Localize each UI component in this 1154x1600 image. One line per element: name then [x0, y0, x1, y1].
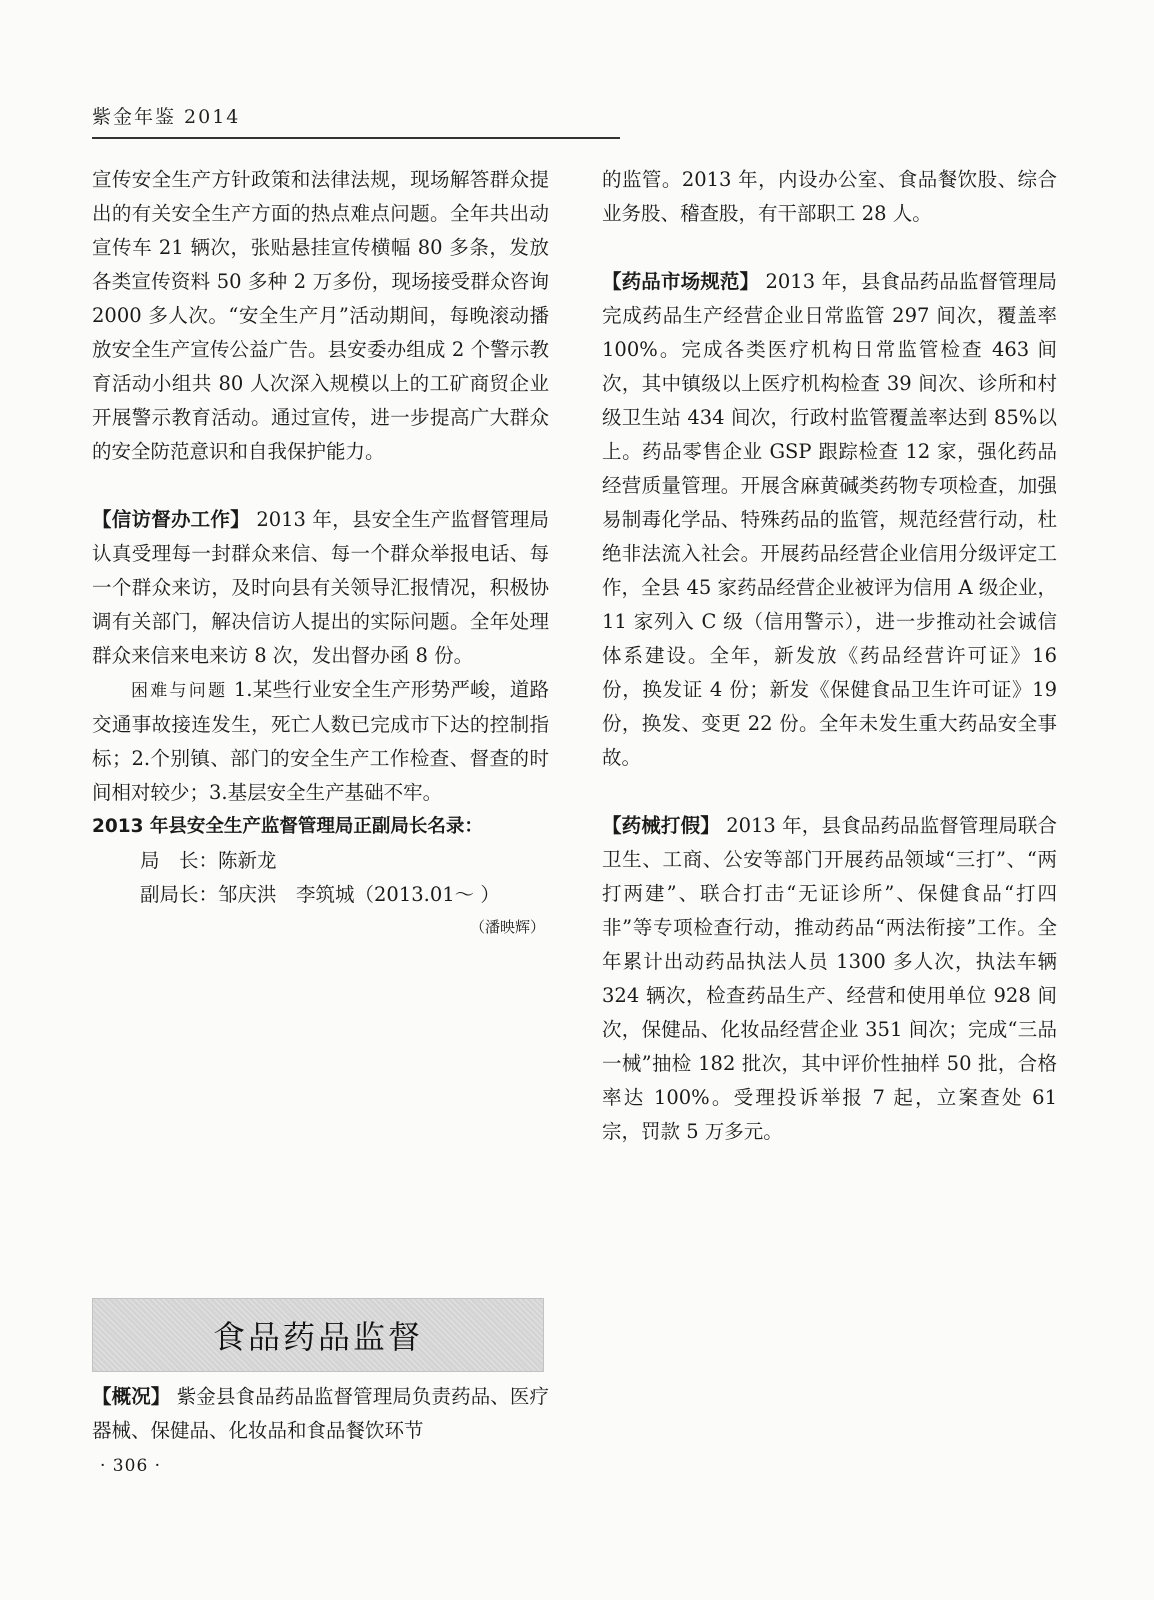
section-heading-xinfang: 【信访督办工作】	[92, 508, 250, 531]
section-heading-drug-market: 【药品市场规范】	[602, 270, 760, 293]
difficulty-label: 困难与问题	[131, 681, 228, 701]
section-banner-title: 食品药品监督	[212, 1318, 423, 1356]
difficulty-body: 1.某些行业安全生产形势严峻，道路交通事故接连发生，死亡人数已完成市下达的控制指标；2.个别镇、部门的安全生产工作检查、督查的时间相对较少；3.基层安全生产基础不牢。	[92, 678, 549, 804]
right-column	[602, 163, 1057, 1149]
page-number: · 306 ·	[100, 1456, 162, 1476]
paragraph-gap	[602, 231, 1057, 265]
right-paragraph-drug-market	[602, 265, 1057, 775]
right-paragraph-staff: 的监管。2013 年，内设办公室、食品餐饮股、综合业务股、稽查股，有干部职工 28 人。	[602, 168, 1057, 225]
left-paragraph-publicity: 宣传安全生产方针政策和法律法规，现场解答群众提出的有关安全生产方面的热点难点问题。全年共出动宣传车 21 辆次，张贴悬挂宣传横幅 80 多条，发放各类宣传资料 50 多种 2 万多份，现场接受群众咨询 2000 多人次。“安全生产月”活动期间，每晚滚动播放安全生产宣传公益广告。县安委办组成 2 个警示教育活动小组共 80 人次深入规模以上的工矿商贸企业开展警示教育活动。通过宣传，进一步提高广大群众的安全防范意识和自我保护能力。	[92, 168, 549, 463]
anti-counterfeit-body: 2013 年，县食品药品监督管理局联合卫生、工商、公安等部门开展药品领域“三打”、“两打两建”、联合打击“无证诊所”、保健食品“打四非”等专项检查行动，推动药品“两法衔接”工作。全年累计出动药品执法人员 1300 多人次，执法车辆 324 辆次，检查药品生产、经营和使用单位 928 间次，保健品、化妆品经营企业 351 间次；完成“三品一械”抽检 182 批次，其中评价性抽样 50 批，合格率达 100%。受理投诉举报 7 起，立案查处 61 宗，罚款 5 万多元。	[602, 814, 1057, 1143]
header-divider	[92, 137, 620, 139]
running-header-title: 紫金年鉴 2014	[92, 106, 241, 128]
overview-body: 紫金县食品药品监督管理局负责药品、医疗器械、保健品、化妆品和食品餐饮环节	[92, 1385, 549, 1442]
xinfang-body: 2013 年，县安全生产监督管理局认真受理每一封群众来信、每一个群众举报电话、每一个群众来访，及时向县有关领导汇报情况，积极协调有关部门，解决信访人提出的实际问题。全年处理群众来信来电来访 8 次，发出督办函 8 份。	[92, 508, 549, 667]
right-paragraph-anti-counterfeit	[602, 809, 1057, 1149]
left-paragraph-xinfang	[92, 503, 549, 673]
left-column	[92, 163, 549, 942]
paragraph-gap	[92, 469, 549, 503]
section-banner	[92, 1298, 544, 1372]
leader-row-director: 局 长：陈新龙	[140, 849, 277, 872]
left-paragraph-overview	[92, 1380, 549, 1448]
section-heading-overview: 【概况】	[92, 1385, 171, 1408]
left-paragraph-difficulties	[92, 673, 549, 810]
leaders-list-title: 2013 年县安全生产监督管理局正副局长名录：	[92, 816, 483, 837]
author-credit: （潘映辉）	[469, 918, 545, 936]
bottom-left-text	[92, 1380, 549, 1448]
drug-market-body: 2013 年，县食品药品监督管理局完成药品生产经营企业日常监管 297 间次，覆盖率 100%。完成各类医疗机构日常监管检查 463 间次，其中镇级以上医疗机构检查 39 间次、诊所和村级卫生站 434 间次，行政村监管覆盖率达到 85%以上。药品零售企业 GSP 跟踪检查 12 家，强化药品经营质量管理。开展含麻黄碱类药物专项检查，加强易制毒化学品、特殊药品的监管，规范经营行动，杜绝非法流入社会。开展药品经营企业信用分级评定工作，全县 45 家药品经营企业被评为信用 A 级企业，11 家列入 C 级（信用警示），进一步推动社会诚信体系建设。全年，新发放《药品经营许可证》16 份，换发证 4 份；新发《保健食品卫生许可证》19 份，换发、变更 22 份。全年未发生重大药品安全事故。	[602, 270, 1057, 769]
section-heading-anti-counterfeit: 【药械打假】	[602, 814, 720, 837]
paragraph-gap	[602, 775, 1057, 809]
leader-row-deputy: 副局长：邹庆洪 李筑城（2013.01～ ）	[140, 883, 500, 906]
